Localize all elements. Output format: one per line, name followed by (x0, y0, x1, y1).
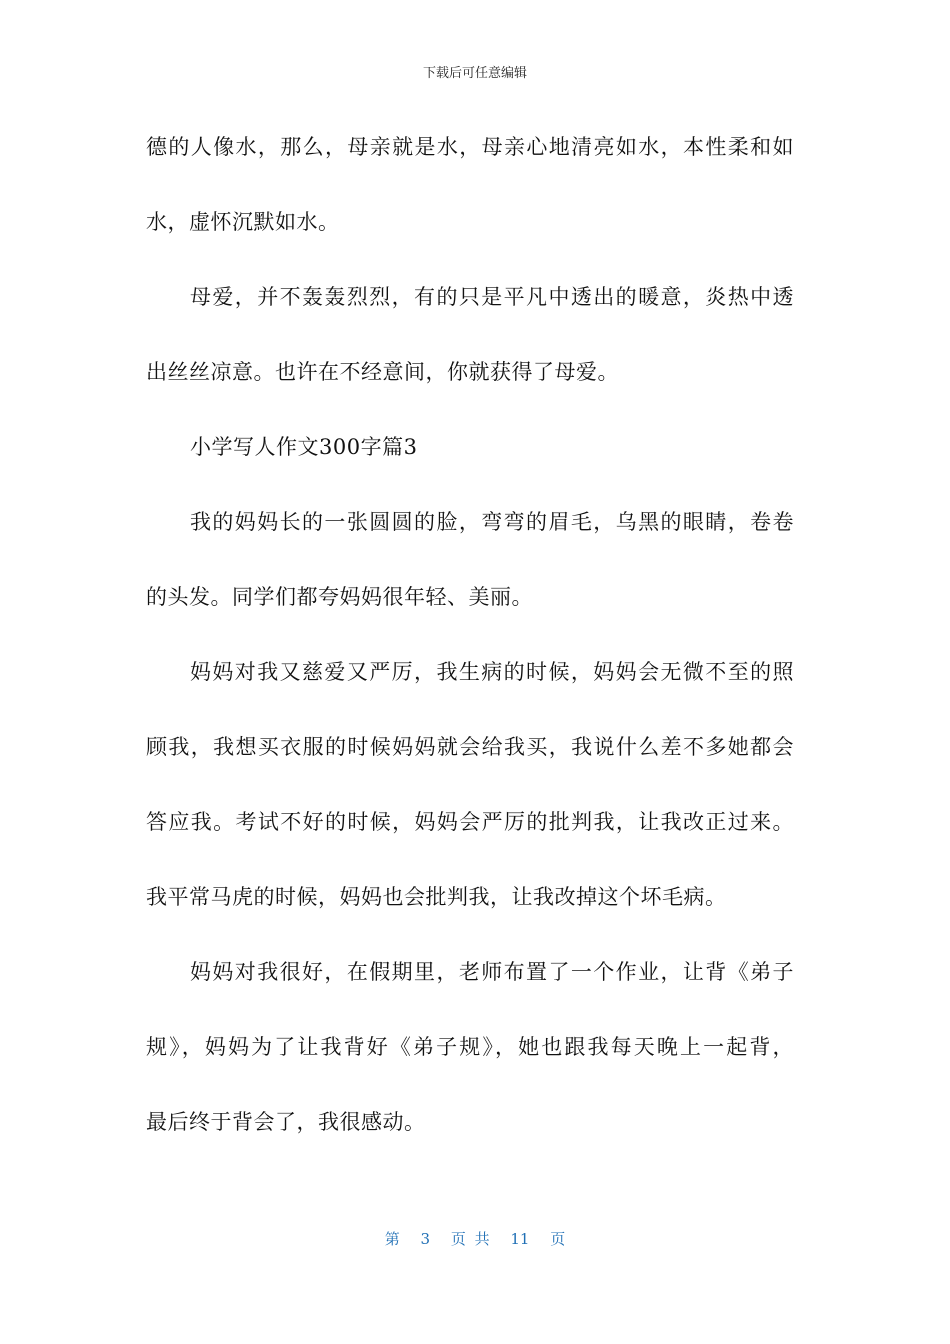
text-line: 我的妈妈长的一张圆圆的脸，弯弯的眉毛，乌黑的眼睛，卷卷 (190, 510, 794, 534)
text-line: 规》，妈妈为了让我背好《弟子规》，她也跟我每天晚上一起背， (146, 1035, 794, 1059)
text-line: 的头发。同学们都夸妈妈很年轻、美丽。 (146, 585, 533, 609)
text-line: 出丝丝凉意。也许在不经意间，你就获得了母爱。 (146, 360, 619, 384)
text-line: 妈妈对我又慈爱又严厉，我生病的时候，妈妈会无微不至的照 (190, 660, 794, 684)
footer-middle: 页 共 (450, 1230, 490, 1248)
total-pages-number: 11 (510, 1230, 530, 1248)
document-body (146, 125, 794, 1175)
text-line: 最后终于背会了，我很感动。 (146, 1110, 426, 1134)
footer-prefix: 第 (384, 1230, 400, 1248)
text-line: 水，虚怀沉默如水。 (146, 210, 340, 234)
text-line: 顾我，我想买衣服的时候妈妈就会给我买，我说什么差不多她都会 (146, 735, 794, 759)
text-line: 妈妈对我很好，在假期里，老师布置了一个作业，让背《弟子 (190, 960, 794, 984)
footer-suffix: 页 (550, 1230, 566, 1248)
text-line: 母爱，并不轰轰烈烈，有的只是平凡中透出的暖意，炎热中透 (190, 285, 794, 309)
section-heading: 小学写人作文300字篇3 (190, 435, 418, 459)
page-header: 下载后可任意编辑 (422, 66, 527, 81)
current-page-number: 3 (420, 1230, 431, 1248)
text-line: 答应我。考试不好的时候，妈妈会严厉的批判我，让我改正过来。 (146, 810, 794, 834)
text-line: 德的人像水，那么，母亲就是水，母亲心地清亮如水，本性柔和如 (146, 135, 794, 159)
text-line: 我平常马虎的时候，妈妈也会批判我，让我改掉这个坏毛病。 (146, 885, 727, 909)
page-footer (0, 1229, 950, 1249)
